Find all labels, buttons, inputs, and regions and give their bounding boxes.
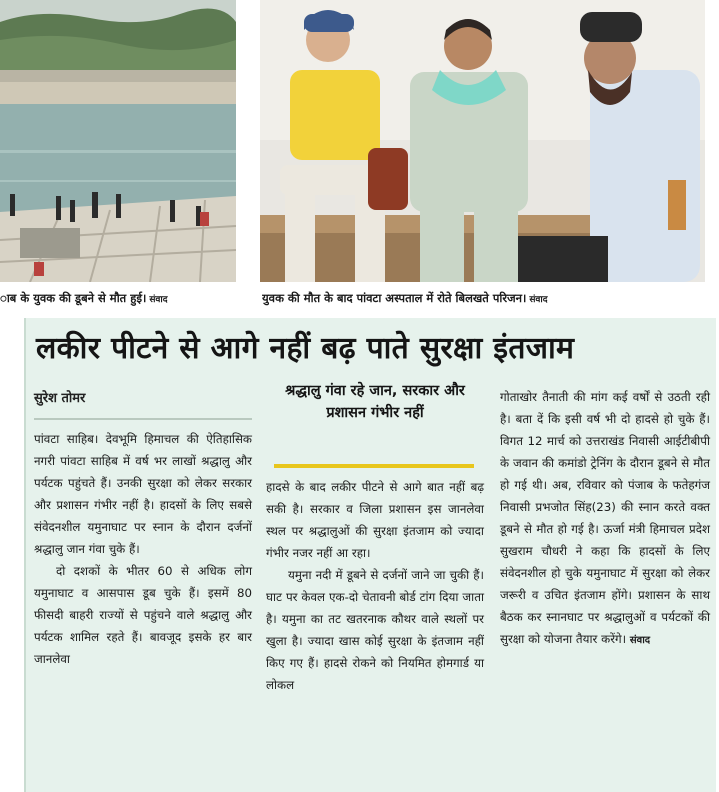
caption-left-tag: संवाद	[149, 295, 168, 305]
article-column-1	[34, 428, 252, 670]
photo-caption-right	[262, 283, 707, 313]
caption-right-text: युवक की मौत के बाद पांवटा अस्पताल में रोते बिलखते परिजन।	[262, 291, 527, 305]
article-byline: सुरेश तोमर	[34, 391, 86, 406]
col3-paragraph-1	[500, 386, 710, 652]
photo-hospital-family	[260, 0, 705, 282]
col2-paragraph-1: हादसे के बाद लकीर पीटने से आगे बात नहीं बढ़ सकी है। सरकार व जिला प्रशासन इस जानलेवा स्थल पर श्रद्धालुओं की सुरक्षा इंतजाम को ज्यादा गंभीर नजर नहीं आ रहा।	[266, 480, 484, 560]
article-deck: श्रद्धालु गंवा रहे जान, सरकार और प्रशासन गंभीर नहीं	[285, 383, 465, 421]
article-column-3	[500, 386, 710, 652]
col3-tag: संवाद	[629, 635, 651, 646]
col1-paragraph-1: पांवटा साहिब। देवभूमि हिमाचल की ऐतिहासिक नगरी पांवटा साहिब में वर्ष भर लाखों श्रद्धालु और पर्यटक पहुंचते हैं। उनकी सुरक्षा को लेकर सरकार और प्रशासन गंभीर नहीं है। हादसों के लिए सबसे संवेदनशील यमुनाघाट पर स्नान के दौरान दर्जनों श्रद्धालु जान गंवा चुके हैं।	[34, 432, 252, 556]
article-column-2	[266, 476, 484, 696]
photo-river-ghat	[0, 0, 236, 282]
article-headline: लकीर पीटने से आगे नहीं बढ़ पाते सुरक्षा इंतजाम	[36, 331, 575, 366]
river-ghat-illustration	[0, 0, 236, 282]
col2-paragraph-2: यमुना नदी में डूबने से दर्जनों जाने जा चुकी हैं। घाट पर केवल एक-दो चेतावनी बोर्ड टांग दिया जाता है। यमुना का तट खतरनाक कौथर वाले स्थलों पर खुला है। ज्यादा खास कोई सुरक्षा के इंतजाम नहीं किए गए हैं। हादसे रोकने को नियमित होमगार्ड या लोकल	[266, 568, 484, 692]
byline-divider	[34, 418, 252, 420]
caption-left-text: ाब के युवक की डूबने से मौत हुई।	[0, 291, 147, 305]
col3-text: गोताखोर तैनाती की मांग कई वर्षों से उठती रही है। बता दें कि इसी वर्ष भी दो हादसे हो चुके हैं। विगत 12 मार्च को उत्तराखंड निवासी आईटीबीपी के जवान की कमांडो ट्रेनिंग के दौरान डूबने से मौत हो गई थी। अब, रविवार को पंजाब के फतेहगंज निवासी प्रभजोत सिंह(23) की स्नान करते वक्त डूबने से मौत हो गई है। ऊर्जा मंत्री हिमाचल प्रदेश सुखराम चौधरी ने कहा कि हादसों के लिए संवेदनशील हो चुके यमुनाघाट में सुरक्षा को लेकर जरूरी व उचित इंतजाम होंगे। प्रशासन के साथ बैठक कर स्नानघाट पर श्रद्धालुओं व पर्यटकों की सुरक्षा को योजना तैयार करेंगे।	[500, 390, 710, 646]
deck-divider	[274, 464, 474, 468]
caption-right-tag: संवाद	[529, 295, 548, 305]
news-article	[24, 318, 716, 792]
col1-paragraph-2: दो दशकों के भीतर 60 से अधिक लोग यमुनाघाट व आसपास डूब चुके हैं। इसमें 80 फीसदी बाहरी राज्यों से पहुंचने वाले श्रद्धालु और पर्यटक शामिल रहते हैं। बावजूद इसके हर बार जानलेवा	[34, 564, 252, 666]
photo-caption-left	[0, 283, 236, 313]
hospital-family-illustration	[260, 0, 705, 282]
